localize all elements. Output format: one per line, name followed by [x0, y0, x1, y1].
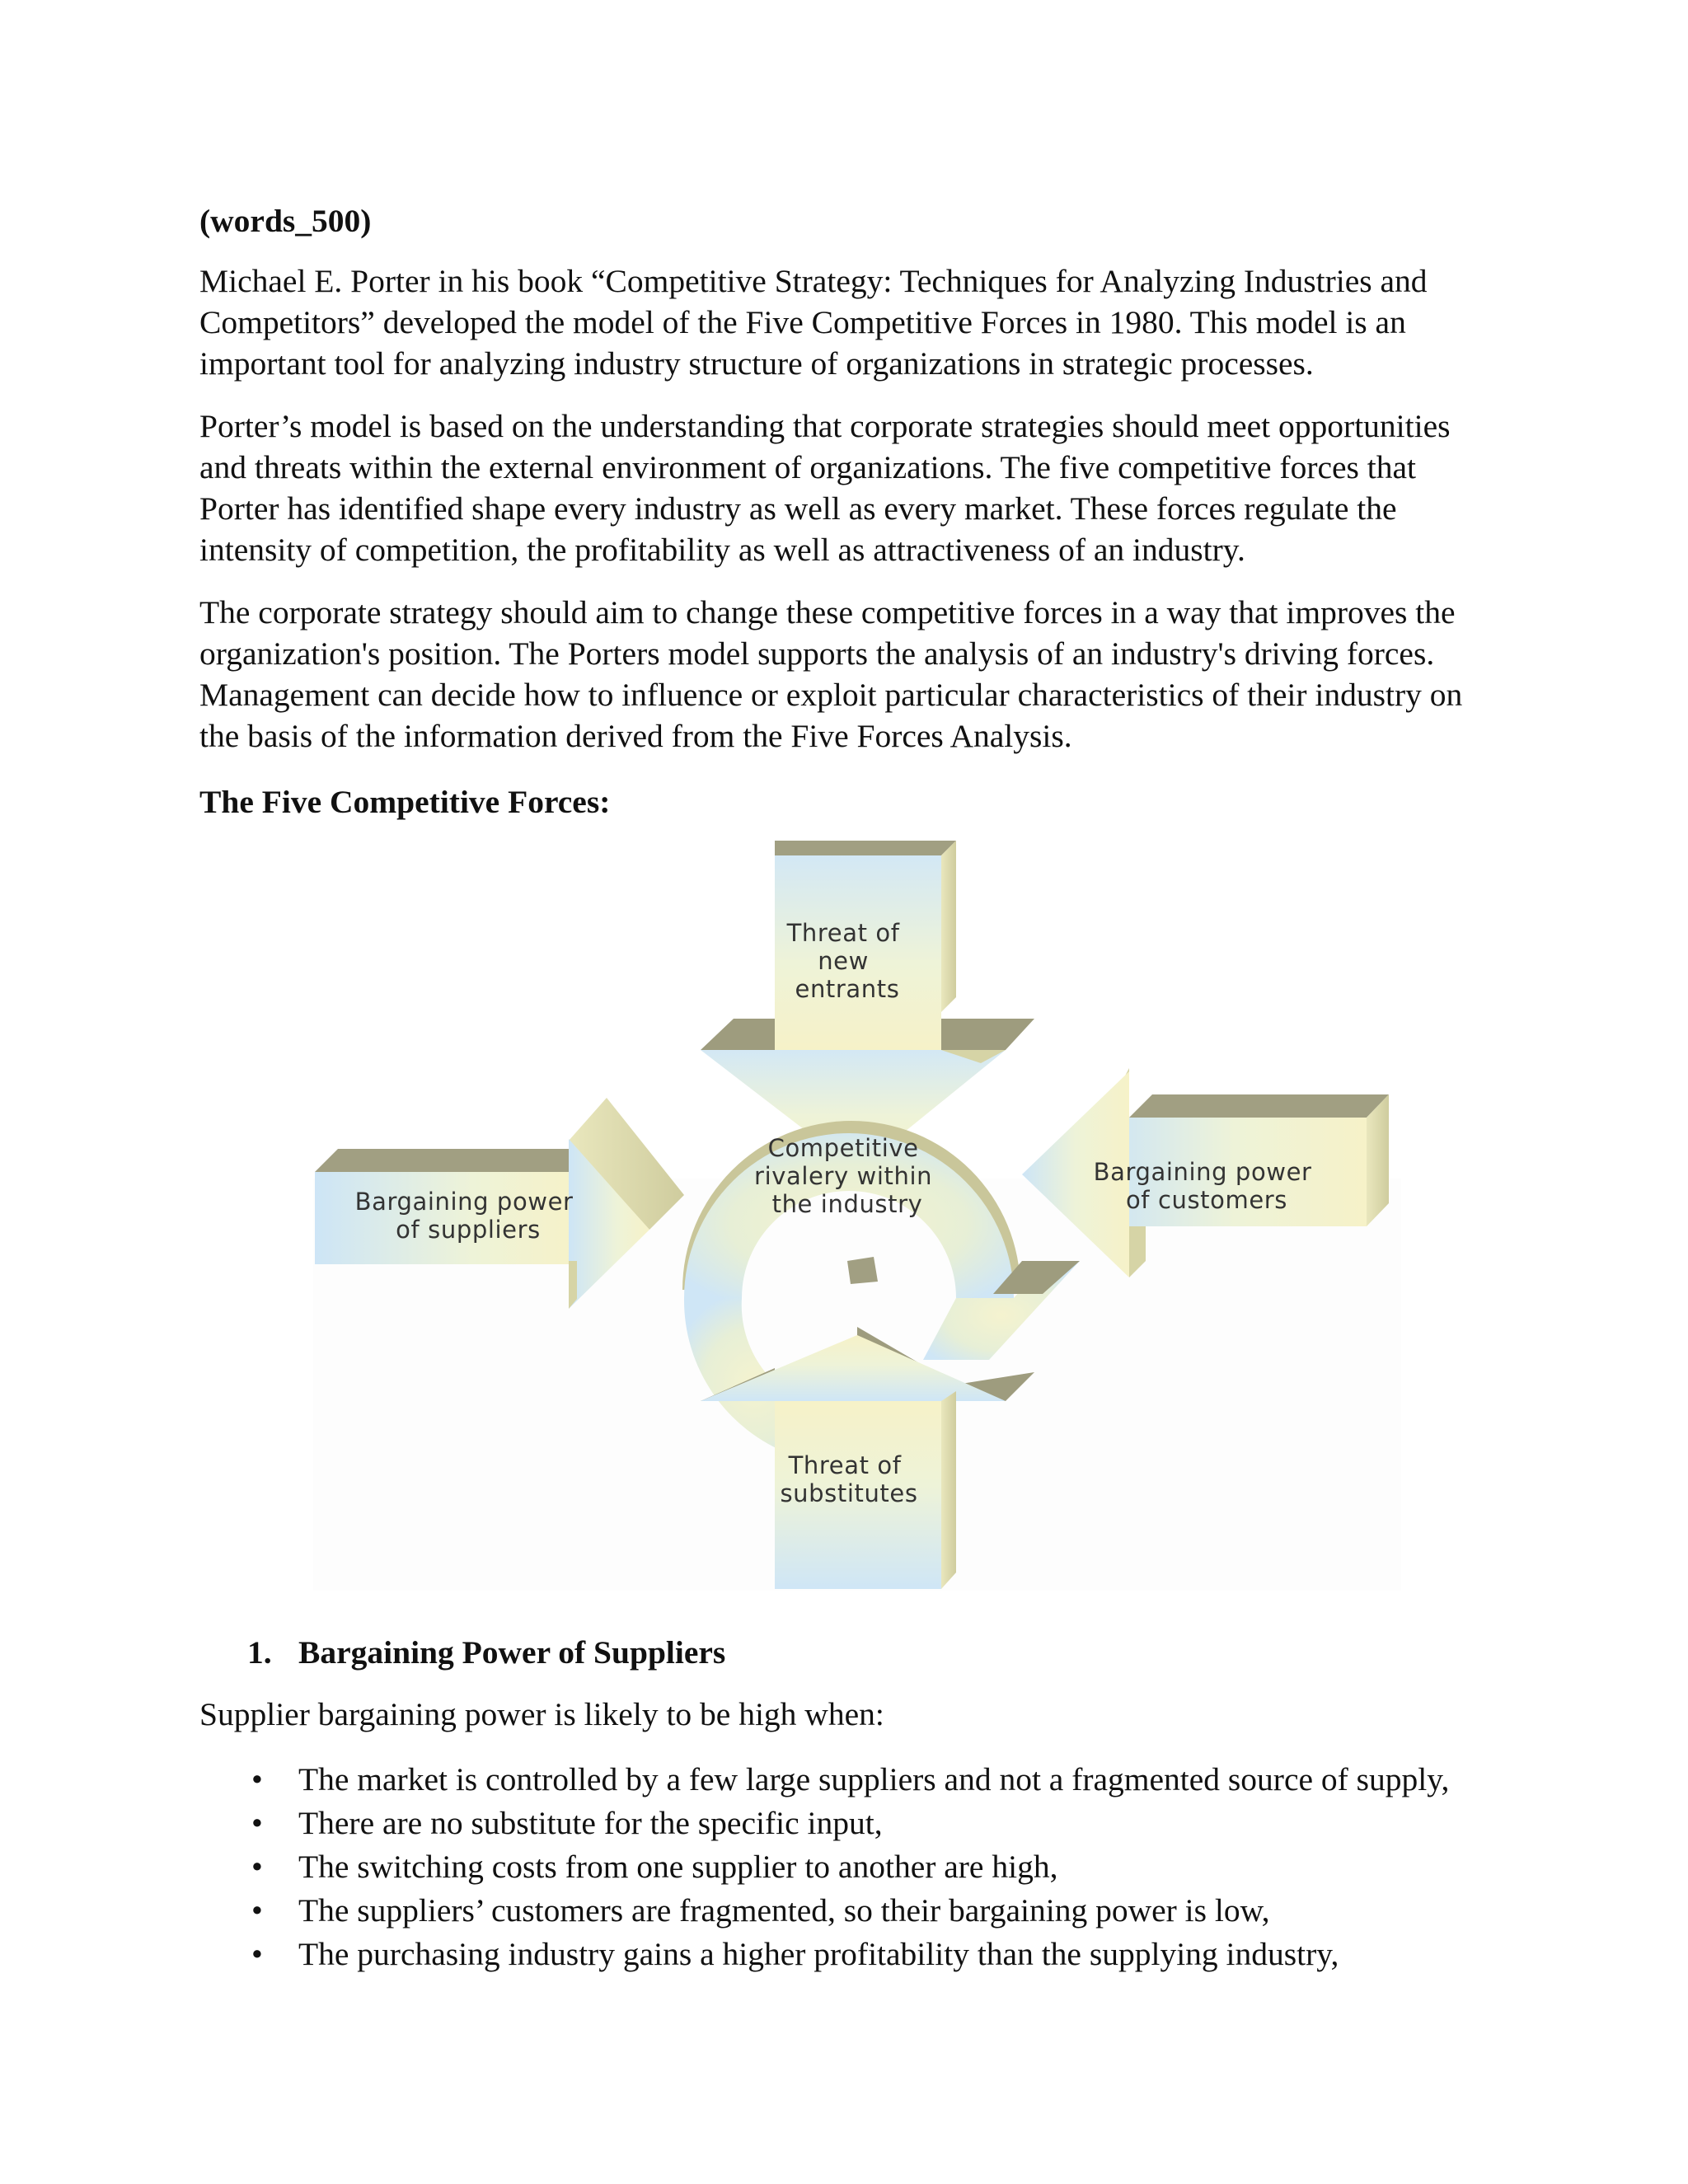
model-paragraph — [199, 405, 1502, 570]
paragraph-1: Michael E. Porter in his book “Competitive Strategy: Techniques for Analyzing Industries and Competitors” developed the model of the Five Competitive Forces in 1980. This model is an important tool for analyzing industry structure of organizations in strategic processes. — [199, 263, 1428, 382]
list-item: • There are no substitute for the specific input, — [199, 1802, 1551, 1845]
bullet-icon: • — [251, 1805, 263, 1841]
section-1-heading — [247, 1632, 725, 1673]
paragraph-3: The corporate strategy should aim to change these competitive forces in a way that improves the organization's position. The Porters model supports the analysis of an industry's driving forces. Management can decide how to influence or exploit particular characteristics of their industry on the basis of the information derived from the Five Forces Analysis. — [199, 594, 1463, 754]
list-item: • The switching costs from one supplier to another are high, — [199, 1845, 1551, 1889]
new-entrants-label: Threat of new entrants — [786, 919, 900, 1003]
bullet-icon: • — [251, 1761, 263, 1797]
intro-paragraph — [199, 260, 1502, 384]
bullet-icon: • — [251, 1892, 263, 1929]
section-1-title: Bargaining Power of Suppliers — [298, 1634, 726, 1671]
bullet-icon: • — [251, 1936, 263, 1972]
supplier-power-list — [199, 1758, 1551, 1976]
five-forces-diagram — [297, 832, 1418, 1591]
bullet-icon: • — [251, 1849, 263, 1885]
list-item: • The market is controlled by a few large suppliers and not a fragmented source of supply, — [199, 1758, 1551, 1802]
suppliers-label: Bargaining power of suppliers — [354, 1188, 574, 1244]
rivalry-label: Competitive rivalery within the industry — [754, 1134, 933, 1218]
substitutes-label: Threat of substitutes — [780, 1451, 918, 1507]
section-1-intro: Supplier bargaining power is likely to be high when: — [199, 1696, 884, 1732]
new-entrants-arrow — [701, 841, 1034, 1170]
list-item: • The suppliers’ customers are fragmented, so their bargaining power is low, — [199, 1889, 1551, 1933]
strategy-paragraph — [199, 592, 1502, 757]
forces-heading: The Five Competitive Forces: — [199, 784, 611, 820]
customers-label: Bargaining power of customers — [1093, 1158, 1312, 1214]
paragraph-2: Porter’s model is based on the understanding that corporate strategies should meet opportunities and threats within the external environment of organizations. The five competitive forces that Porter has identified shape every industry as well as every market. These forces regulate the intensity of competition, the profitability as well as attractiveness of an industry. — [199, 408, 1451, 568]
words-tag: (words_500) — [199, 203, 372, 239]
section-1-number: 1. — [247, 1634, 272, 1671]
list-item: • The purchasing industry gains a higher profitability than the supplying industry, — [199, 1933, 1551, 1976]
